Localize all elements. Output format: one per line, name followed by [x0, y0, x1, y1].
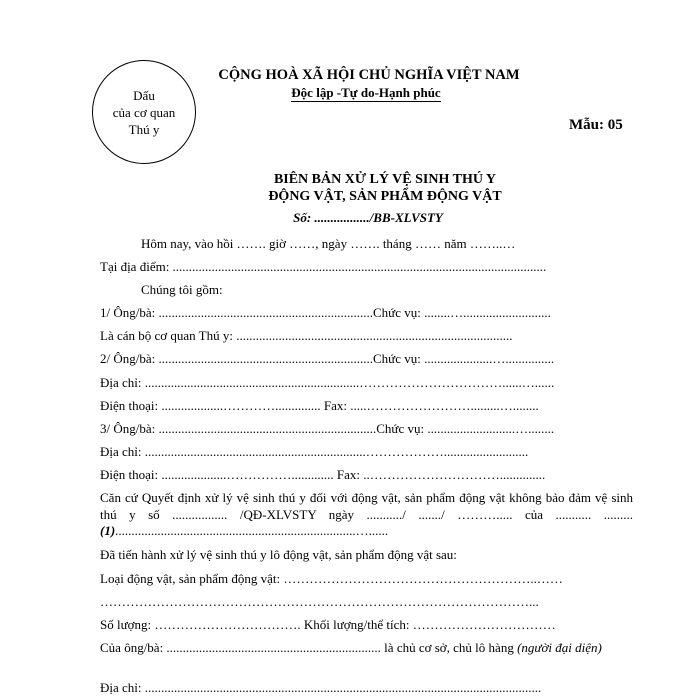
- footnote-ref-1: (1): [100, 523, 116, 538]
- document-number: Số: ................./BB-XLVSTY: [293, 210, 443, 225]
- owner-text: Của ông/bà: .................................................................. là chủ cơ sở, chủ lô hàng: [100, 640, 518, 655]
- address-line-2: Địa chỉ: ....................................................................………………..........................: [100, 444, 529, 459]
- form-code: Mẫu: 05: [569, 117, 623, 133]
- decision-basis-text: Căn cứ Quyết định xử lý vệ sinh thú y đối với động vật, sản phẩm động vật không bảo đảm vệ sinh thú y số ................. /QĐ-XLVSTY ngày .........../ ......./ ………..... của ........... .........: [100, 490, 633, 522]
- person-1-line: 1/ Ông/bà: ..................................................................Chức vụ: ........…...........................: [100, 305, 551, 320]
- decision-basis-tail: ..........................................................................…......: [115, 523, 389, 538]
- address-line-1: Địa chỉ: ..................................................................……………………………......…......: [100, 375, 555, 390]
- address-line-3: Địa chỉ: ..........................................................................................................................: [100, 680, 542, 695]
- phone-fax-line-1: Điện thoại: ...................………….............. Fax: .....…………………….........…........: [100, 398, 539, 413]
- animal-type-line: Loại động vật, sản phẩm động vật: …………………………………………………..……: [100, 571, 563, 586]
- quantity-weight-line: Số lượng: ……………………………. Khối lượng/thể tích: ……………………………: [100, 617, 556, 632]
- officer-line: Là cán bộ cơ quan Thú y: .....................................................................................: [100, 328, 513, 343]
- decision-basis-paragraph: [100, 490, 633, 540]
- location-line: Tại địa điểm: ...................................................................................................................: [100, 259, 547, 274]
- continuation-dots-line: ………………………………………………………………………………………...: [100, 594, 539, 609]
- motto-text: Độc lập -Tự do-Hạnh phúc: [291, 85, 441, 100]
- person-2-line: 2/ Ông/bà: ..................................................................Chức vụ: .....................…...............: [100, 351, 555, 366]
- national-motto: [0, 85, 700, 101]
- date-time-line: Hôm nay, vào hồi ……. giờ ……, ngày ……. tháng …… năm ……..…: [141, 236, 516, 251]
- stamp-line-2: của cơ quan: [112, 104, 176, 120]
- nation-heading: CỘNG HOÀ XÃ HỘI CHỦ NGHĨA VIỆT NAM: [218, 67, 520, 83]
- document-title-line-1: BIÊN BẢN XỬ LÝ VỆ SINH THÚ Y: [273, 172, 497, 187]
- performed-statement: Đã tiến hành xử lý vệ sinh thú y lô động vật, sản phẩm động vật sau:: [100, 547, 457, 562]
- stamp-line-1: Dấu: [133, 87, 155, 103]
- phone-fax-line-2: Điện thoại: ....................……………............. Fax: ..…………………………..............: [100, 467, 546, 482]
- document-title-line-2: ĐỘNG VẬT, SẢN PHẨM ĐỘNG VẬT: [268, 189, 502, 204]
- owner-paragraph: [100, 640, 633, 657]
- owner-representative-note: (người đại diện): [517, 640, 602, 655]
- stamp-line-3: Thú y: [128, 121, 160, 137]
- members-intro: Chúng tôi gồm:: [141, 282, 223, 297]
- person-3-line: 3/ Ông/bà: ...................................................................Chức vụ: ...........................…........: [100, 421, 555, 436]
